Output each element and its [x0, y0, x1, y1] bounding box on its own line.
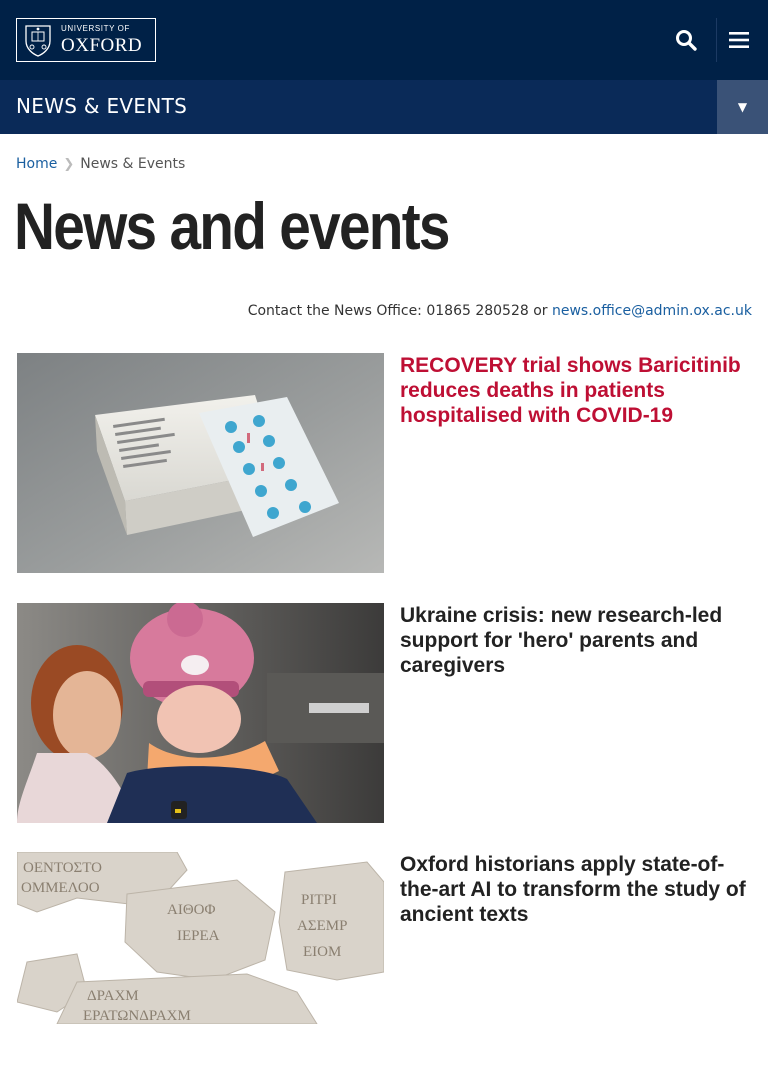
contact-text: Contact the News Office: 01865 280528 or	[247, 303, 552, 319]
search-button[interactable]	[664, 18, 708, 62]
news-office-email-link[interactable]: news.office@admin.ox.ac.uk	[552, 303, 752, 319]
svg-text:ΑΙΘΟΦ: ΑΙΘΟΦ	[167, 902, 216, 918]
news-headline[interactable]: Ukraine crisis: new research-led support for 'hero' parents and caregivers	[400, 604, 723, 677]
contact-line	[248, 303, 752, 319]
section-dropdown-toggle[interactable]	[717, 80, 768, 134]
menu-button[interactable]	[718, 18, 760, 62]
hamburger-menu-icon	[729, 31, 749, 49]
breadcrumb-current: News & Events	[80, 156, 186, 172]
svg-text:ΟΕΝΤΟΣΤΟ: ΟΕΝΤΟΣΤΟ	[23, 860, 103, 876]
svg-text:ΙΕΡΕΑ: ΙΕΡΕΑ	[177, 928, 220, 944]
news-image-inscription[interactable]	[17, 852, 384, 1072]
svg-text:ΟΜΜΕΛΟΟ: ΟΜΜΕΛΟΟ	[21, 880, 100, 896]
section-title[interactable]: NEWS & EVENTS	[16, 94, 188, 118]
svg-text:ΑΣΕΜΡ: ΑΣΕΜΡ	[297, 918, 348, 934]
header-divider	[716, 18, 717, 62]
search-icon	[674, 28, 698, 52]
svg-text:ΔΡΑΧΜ: ΔΡΑΧΜ	[87, 988, 139, 1004]
crest-icon	[23, 23, 53, 57]
svg-text:ΕΡΑΤΩΝΔΡΑΧΜ: ΕΡΑΤΩΝΔΡΑΧΜ	[83, 1008, 191, 1024]
news-image-mother-child[interactable]	[17, 603, 384, 823]
news-image-medicine[interactable]	[17, 353, 384, 573]
section-nav-bar	[0, 80, 768, 134]
logo-small-text: UNIVERSITY OF	[61, 24, 130, 33]
chevron-right-icon: ❯	[63, 156, 75, 172]
svg-text:ΕΙΟΜ: ΕΙΟΜ	[303, 944, 342, 960]
page-title: News and events	[14, 189, 449, 263]
news-headline[interactable]: RECOVERY trial shows Baricitinib reduces deaths in patients hospitalised with COVID-19	[400, 354, 741, 427]
breadcrumb	[16, 156, 185, 172]
site-header	[0, 0, 768, 80]
caret-down-icon: ▼	[737, 100, 748, 114]
logo-big-text: OXFORD	[61, 35, 143, 56]
news-headline[interactable]: Oxford historians apply state-of-the-art AI to transform the study of ancient texts	[400, 853, 746, 926]
breadcrumb-home-link[interactable]: Home	[16, 156, 58, 172]
svg-text:ΡΙΤΡΙ: ΡΙΤΡΙ	[301, 892, 337, 908]
university-logo[interactable]	[16, 18, 156, 62]
